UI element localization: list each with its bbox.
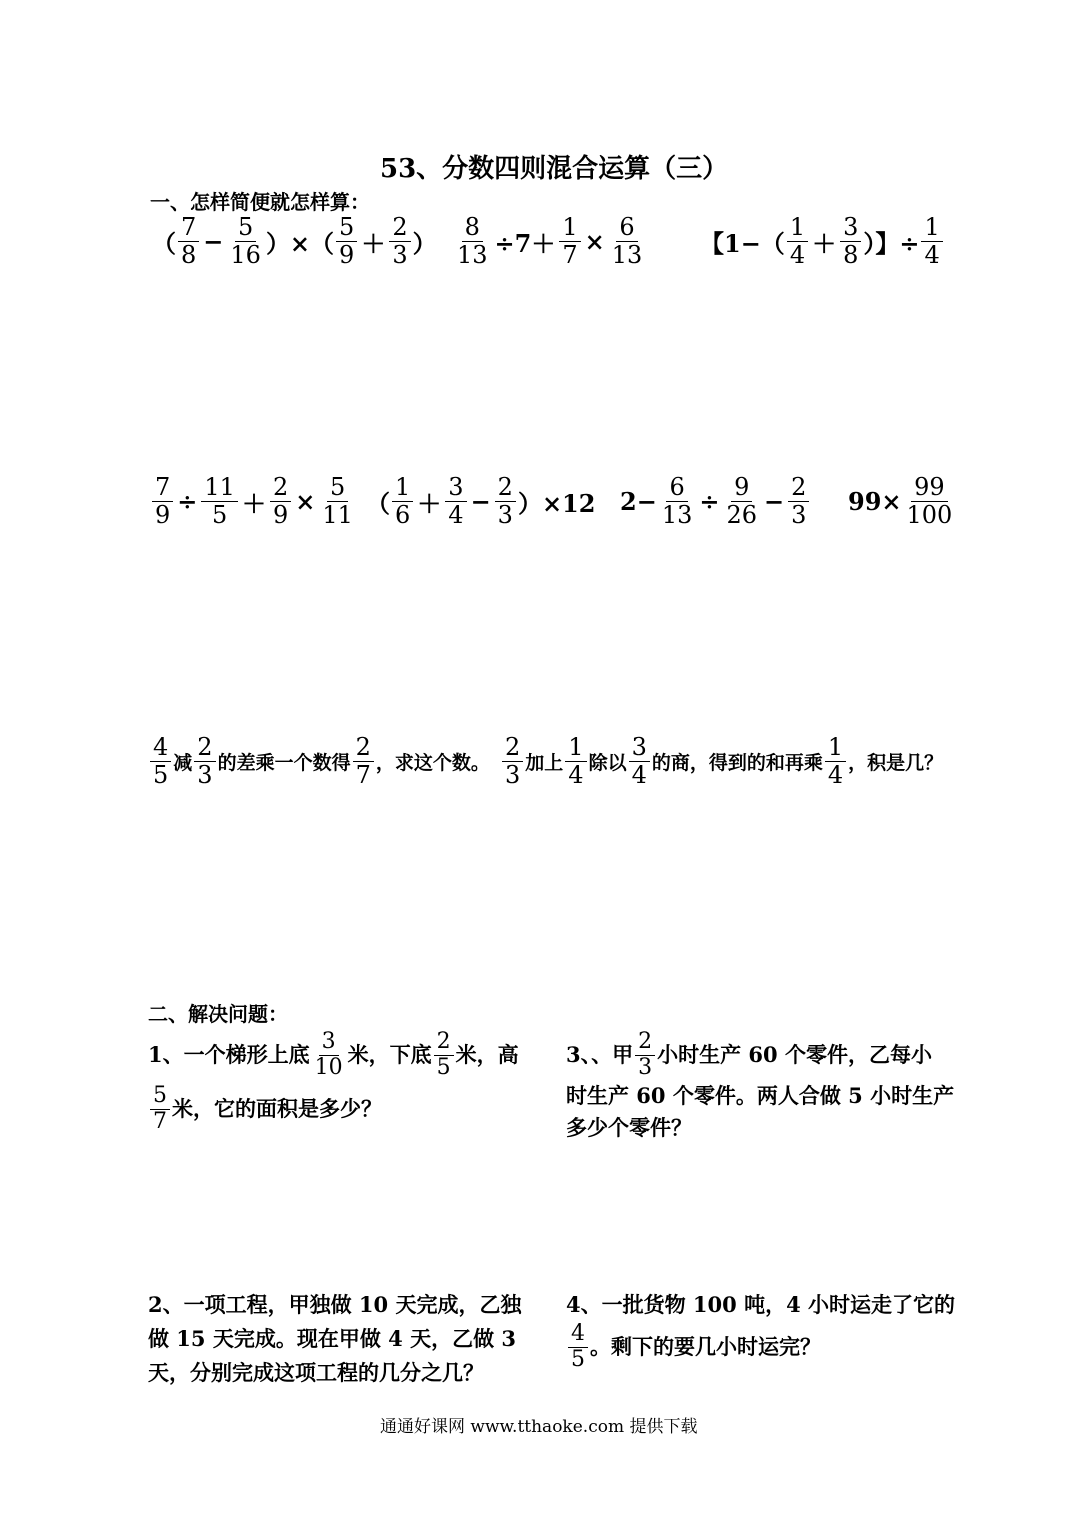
word-problem-2: $\frac{2}{3}$ 加上 $\frac{1}{4}$ 除以 $\frac{3}{4}$ 的商，得到的和再乘 $\frac{1}{4}$ ，积是几？ [500,734,943,789]
problem-4: 4、一批货物 100 吨，4 小时运走了它的 $\frac{4}{5}$ 。剩下的要几小时运完？ [566,1292,955,1372]
expr-2-2: （ $\frac{1}{6}$ ＋ $\frac{3}{4}$ − $\frac{2}{3}$ ）×12 [366,473,596,529]
expr-1-3: 【1−（ $\frac{1}{4}$ ＋ $\frac{3}{8}$ ）】÷ $\frac{1}{4}$ [700,214,945,269]
section1-heading: 一、怎样简便就怎样算： [150,190,370,214]
expr-2-4: 99× $\frac{99}{100}$ [848,473,953,529]
expr-1-2: $\frac{8}{13}$ ÷7＋ $\frac{1}{7}$ × $\frac{6}{13}$ [457,213,643,269]
expr-2-1: $\frac{7}{9}$ ÷ $\frac{11}{5}$ ＋ $\frac{2}{9}$ × $\frac{5}{11}$ [150,474,358,529]
section2-heading: 二、解决问题： [148,1002,288,1026]
footer-source: 通通好课网 www.tthaoke.com 提供下载 [380,1417,698,1437]
expr-2-3: 2− $\frac{6}{13}$ ÷ $\frac{9}{26}$ − $\frac{2}{3}$ [620,474,811,529]
word-problem-1: $\frac{4}{5}$ 减 $\frac{2}{3}$ 的差乘一个数得 $\frac{2}{7}$ ，求这个数。 [148,734,490,789]
expr-1-1: （ $\frac{7}{8}$ − $\frac{5}{16}$ ）×（ $\frac{5}{9}$ ＋ $\frac{2}{3}$ ） [152,213,437,269]
problem-3: 3、、甲 $\frac{2}{3}$ 小时生产 60 个零件，乙每小 时生产 60 个零件。两人合做 5 小时生产 多少个零件？ [566,1029,955,1141]
page-title: 53、分数四则混合运算（三） [380,154,729,184]
problem-1: 1、一个梯形上底 $\frac{3}{10}$ 米，下底 $\frac{2}{5}$ 米，高 $\frac{5}{7}$ 米，它的面积是多少？ [148,1029,519,1134]
problem-2: 2、一项工程，甲独做 10 天完成，乙独 做 15 天完成。现在甲做 4 天，乙做 3 天，分别完成这项工程的几分之几？ [148,1292,522,1385]
